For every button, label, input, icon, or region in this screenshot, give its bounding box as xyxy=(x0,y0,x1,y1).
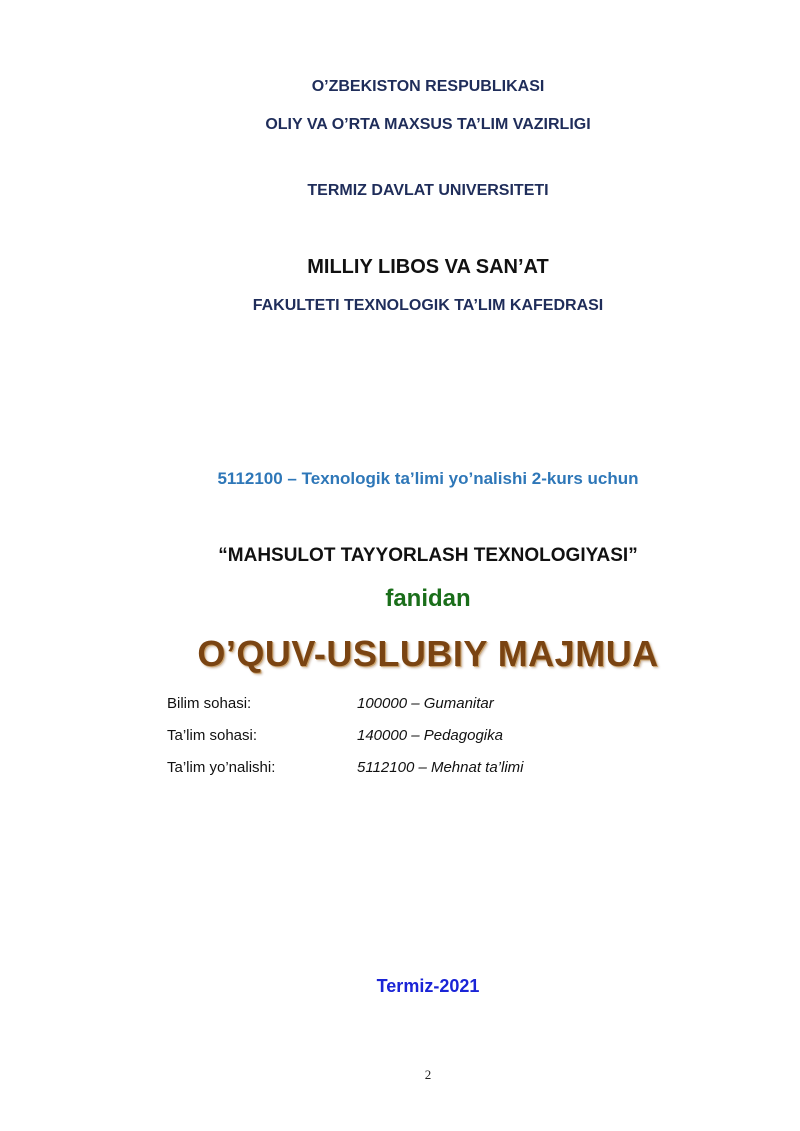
info-value: 5112100 – Mehnat ta’limi xyxy=(357,759,524,776)
info-label: Ta’lim yo’nalishi: xyxy=(167,759,276,776)
ministry-heading: OLIY VA O’RTA MAXSUS TA’LIM VAZIRLIGI xyxy=(265,116,591,133)
info-value: 100000 – Gumanitar xyxy=(357,695,494,712)
subject-title: “MAHSULOT TAYYORLASH TEXNOLOGIYASI” xyxy=(218,545,638,566)
page-number: 2 xyxy=(424,1067,432,1082)
department-heading: FAKULTETI TEXNOLOGIK TA’LIM KAFEDRASI xyxy=(252,297,604,314)
info-value: 140000 – Pedagogika xyxy=(357,727,503,744)
fanidan-label: fanidan xyxy=(385,585,471,612)
republic-heading: O’ZBEKISTON RESPUBLIKASI xyxy=(311,78,545,95)
university-heading: TERMIZ DAVLAT UNIVERSITETI xyxy=(307,182,549,199)
city-year: Termiz-2021 xyxy=(376,976,480,996)
faculty-heading: MILLIY LIBOS VA SAN’AT xyxy=(307,256,549,278)
direction-line: 5112100 – Texnologik ta’limi yo’nalishi 2-kurs uchun xyxy=(217,469,639,488)
info-label: Bilim sohasi: xyxy=(167,695,252,712)
complex-title: O’QUV-USLUBIY MAJMUA xyxy=(197,633,659,674)
info-label: Ta’lim sohasi: xyxy=(167,727,258,744)
